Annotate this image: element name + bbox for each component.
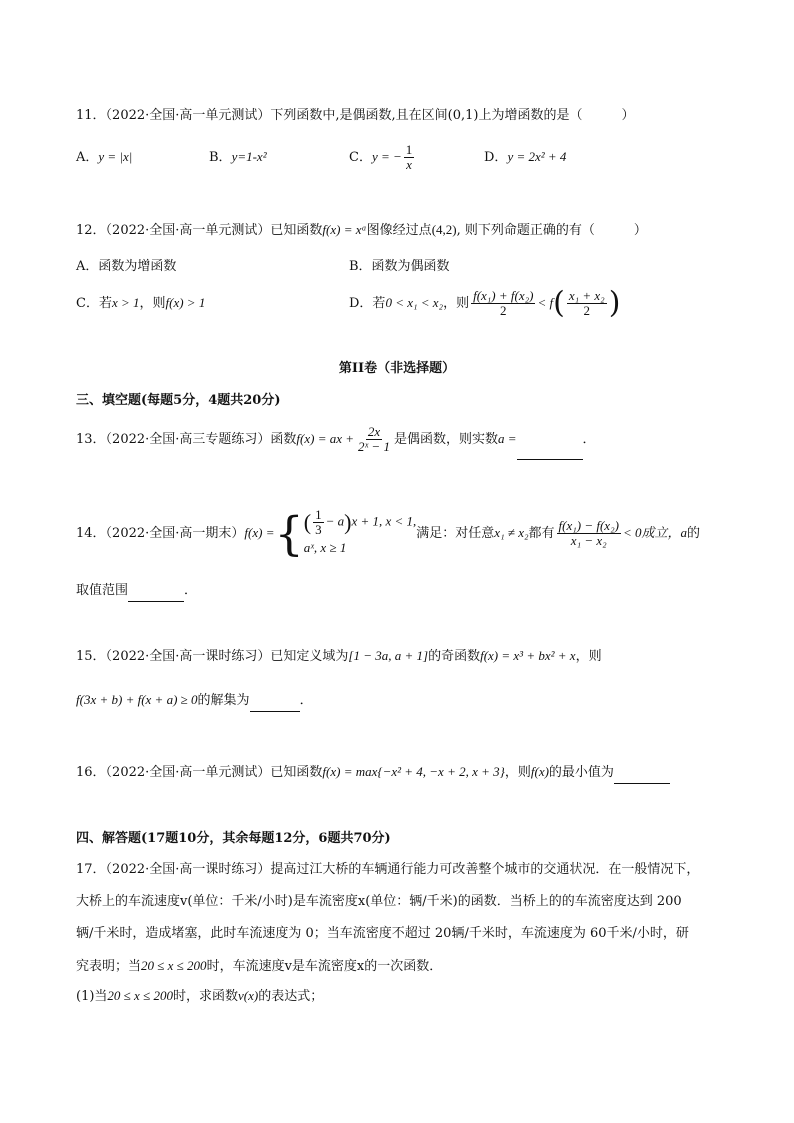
section4-title: 四、解答题(17题10分，其余每题12分，6题共70分) — [76, 831, 391, 846]
q12-option-b: B．函数为偶函数 — [349, 259, 450, 274]
q11-option-d: D．y = 2x² + 4 — [484, 149, 567, 165]
q14-fraction: $\frac{\text{f(x₁) − f(x₂)}}{\text{x₁ − x₂}}$ — [558, 518, 619, 548]
q14-answer-blank[interactable] — [128, 581, 184, 602]
q11-option-a: A．y = |x| — [76, 149, 133, 165]
q13-answer-blank[interactable] — [517, 421, 583, 460]
q14-piecewise: ( $\frac{1}{3}$ − a)x + 1, x < 1, aˣ, x ≥ 1 — [303, 507, 417, 555]
q12-option-c: C．若x > 1，则f(x) > 1 — [76, 295, 206, 311]
q17-part1: (1)当20 ≤ x ≤ 200时，求函数v(x)的表达式； — [76, 988, 324, 1004]
q12-d-rhs-fraction: $\frac{\text{x₁ + x₂}}{2}$ — [568, 288, 605, 318]
q15: 15．（2022·全国·高一课时练习）已知定义域为[1 − 3a, a + 1]的奇函数f(x) = x³ + bx² + x，则 — [76, 648, 602, 664]
q12-d-lhs-fraction: $\frac{\text{f(x₁) + f(x₂)}}{2}$ — [473, 288, 534, 318]
part2-title: 第II卷（非选择题） — [338, 361, 456, 376]
q13-fraction: $\frac{2x}{\text{2ˣ − 1}}$ — [358, 424, 390, 454]
q11-stem: 11．（2022·全国·高一单元测试）下列函数中,是偶函数,且在区间(0,1)上为增函数的是（ ） — [76, 108, 635, 123]
q16: 16．（2022·全国·高一单元测试）已知函数f(x) = max{−x² + 4, −x + 2, x + 3}，则f(x)的最小值为 — [76, 762, 670, 784]
q15-line2: f(3x + b) + f(x + a) ≥ 0的解集为 ． — [76, 690, 313, 712]
q11-option-c: C．y = − $\frac{1}{x}$ — [349, 142, 413, 172]
q13: 13．（2022·全国·高三专题练习）函数f(x) = ax + $\frac{2x}{\text{2ˣ − 1}}$ 是偶函数，则实数a = ． — [76, 420, 596, 460]
q12-option-d: D．若0 < x₁ < x₂，则 $\frac{\text{f(x₁) + f(x₂)}}{2}$ < f( $\frac{\text{x₁ + x₂}}{2}$ ) — [349, 285, 621, 321]
q14: 14．（2022·全国·高一期末）f(x) ={ ( $\frac{1}{3}$ − a)x + 1, x < 1, aˣ, x ≥ 1 满足：对任意x₁ ≠ x₂都有 $\frac{\text{f(x₁) − f(x₂)}}{\text{x₁ − x₂}}$ < 0成立，a的 — [76, 506, 700, 561]
q14-line2: 取值范围 ． — [76, 581, 197, 602]
q16-answer-blank[interactable] — [614, 763, 670, 784]
q11-c-fraction: $\frac{1}{x}$ — [405, 142, 413, 172]
q12-stem: 12．（2022·全国·高一单元测试）已知函数f(x) = xᵅ图像经过点(4,2), 则下列命题正确的有（ ） — [76, 222, 647, 238]
section3-title: 三、填空题(每题5分，4题共20分) — [76, 393, 281, 408]
q17-line3: 辆/千米时，造成堵塞，此时车流速度为 0；当车流密度不超过 20辆/千米时，车流速度为 60千米/小时，研 — [76, 926, 689, 941]
q11-option-b: B．y=1-x² — [209, 149, 267, 165]
q15-answer-blank[interactable] — [250, 691, 300, 712]
q17-line2: 大桥上的车流速度v(单位：千米/小时)是车流密度x(单位：辆/千米)的函数．当桥上的的车流密度达到 200 — [76, 894, 682, 909]
q12-option-a: A．函数为增函数 — [76, 259, 177, 274]
q17-line4: 究表明；当20 ≤ x ≤ 200时，车流速度v是车流密度x的一次函数． — [76, 958, 443, 974]
q17-line1: 17．（2022·全国·高一课时练习）提高过江大桥的车辆通行能力可改善整个城市的交通状况．在一般情况下， — [76, 862, 700, 877]
